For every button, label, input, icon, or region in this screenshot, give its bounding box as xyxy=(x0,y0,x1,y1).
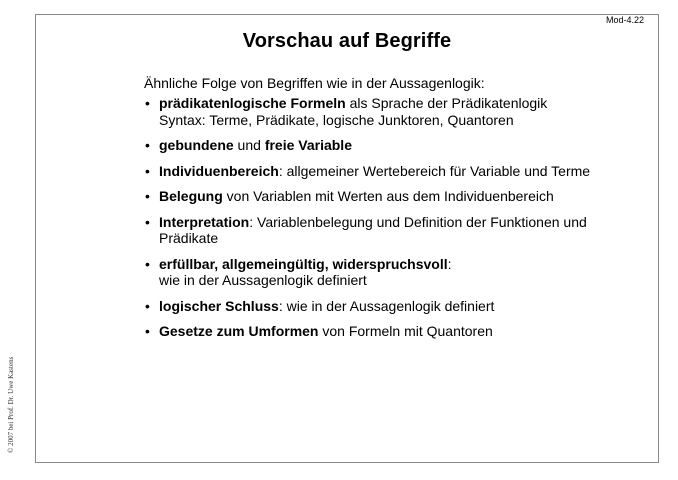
bullet-item xyxy=(144,163,644,180)
bullet-item xyxy=(144,188,644,205)
bullet-text: : wie in der Aussagenlogik definiert xyxy=(278,297,495,314)
bullet-term: Interpretation xyxy=(159,213,250,230)
bullet-item xyxy=(144,95,644,128)
bullet-term: logischer Schluss xyxy=(159,297,279,314)
bullet-item xyxy=(144,214,644,247)
bullet-text: von Formeln mit Quantoren xyxy=(318,323,493,339)
bullet-term-2: freie Variable xyxy=(264,137,352,153)
bullet-text: von Variablen mit Werten aus dem Individuenbereich xyxy=(222,188,554,204)
bullet-term: prädikatenlogische Formeln xyxy=(159,95,346,111)
bullet-text: : Variablenbelegung und Definition der Funktionen und xyxy=(249,213,587,230)
bullet-item xyxy=(144,323,644,340)
intro-text: Ähnliche Folge von Begriffen wie in der Aussagenlogik: xyxy=(144,75,485,91)
copyright-note: © 2007 bei Prof. Dr. Uwe Kastens xyxy=(7,356,15,453)
bullet-text: als Sprache der Prädikatenlogik xyxy=(345,95,548,111)
bullet-text: : xyxy=(447,255,452,272)
bullet-point: • xyxy=(145,213,150,230)
bullet-text-line2: Syntax: Terme, Prädikate, logische Junktoren, Quantoren xyxy=(159,111,514,128)
bullet-point: • xyxy=(145,255,150,272)
bullet-term: Belegung xyxy=(159,188,223,204)
slide-title: Vorschau auf Begriffe xyxy=(242,30,452,52)
bullet-term: erfüllbar, allgemeingültig, widerspruchsvoll xyxy=(159,255,448,272)
bullet-text: : allgemeiner Wertebereich für Variable und Terme xyxy=(278,162,591,179)
bullet-point: • xyxy=(145,188,150,204)
bullet-text-line2: wie in der Aussagenlogik definiert xyxy=(159,272,367,288)
bullet-point: • xyxy=(145,162,150,179)
slide-number: Mod-4.22 xyxy=(605,15,644,25)
bullet-term: gebundene xyxy=(159,137,234,153)
bullet-term: Individuenbereich xyxy=(159,162,279,179)
bullet-item xyxy=(144,137,644,154)
bullet-point: • xyxy=(145,297,150,314)
bullet-point: • xyxy=(145,95,150,111)
bullet-list xyxy=(144,95,644,349)
bullet-item xyxy=(144,298,644,315)
bullet-text-line2: Prädikate xyxy=(159,230,219,246)
bullet-item xyxy=(144,256,644,289)
bullet-point: • xyxy=(145,137,150,153)
bullet-term: Gesetze zum Umformen xyxy=(159,323,319,339)
bullet-text: und xyxy=(233,137,265,153)
bullet-point: • xyxy=(145,323,150,339)
